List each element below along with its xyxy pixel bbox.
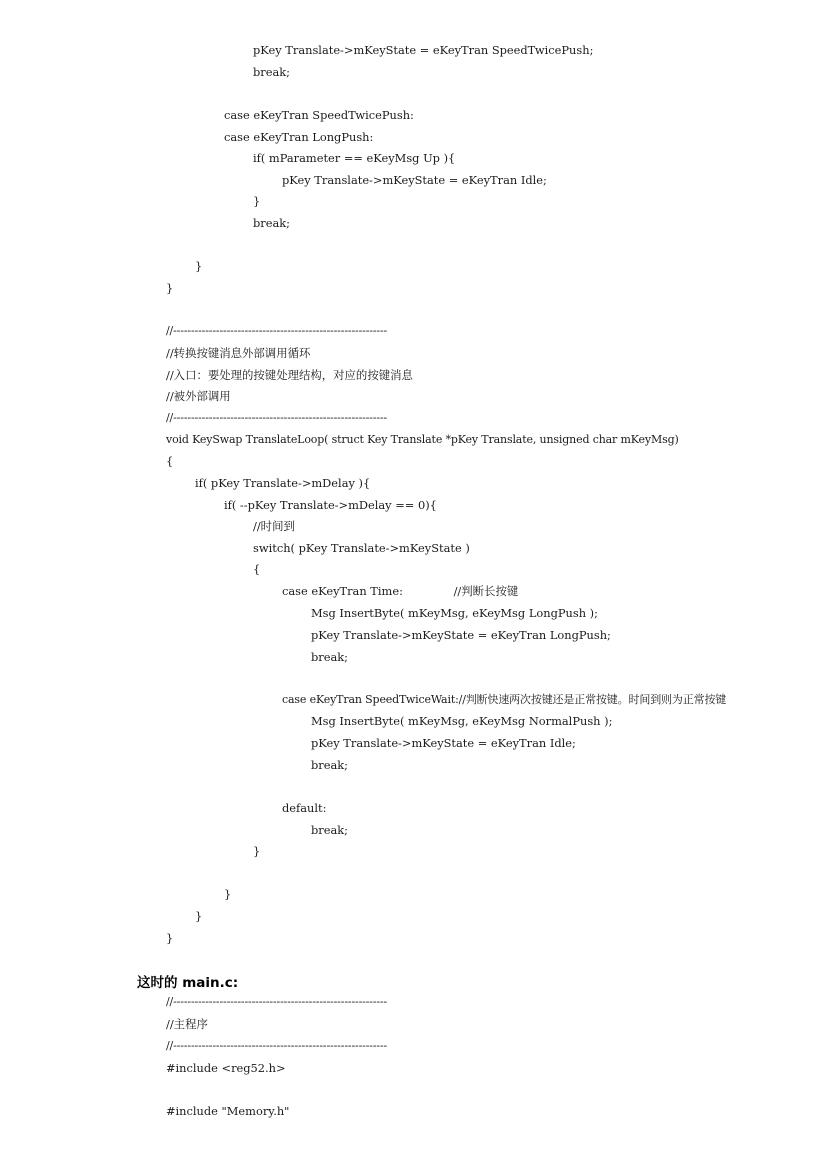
code-line: break; [311, 650, 349, 664]
comment-line: //时间到 [253, 519, 295, 533]
comment-line: //转换按键消息外部调用循环 [166, 346, 311, 360]
comment-line: //入口：要处理的按键处理结构，对应的按键消息 [166, 368, 413, 382]
code-line: } [166, 281, 174, 295]
code-line: { [253, 562, 261, 576]
comment-line: //主程序 [166, 1017, 208, 1031]
separator-comment: //------------------------------------------------------------ [166, 324, 388, 337]
code-line: case eKeyTran SpeedTwiceWait://判断快速两次按键还是正常按键。时间到则为正常按键 [282, 693, 727, 706]
include-line: #include <reg52.h> [166, 1061, 286, 1075]
code-line: } [224, 887, 232, 901]
code-line: default: [282, 801, 327, 815]
code-line: if( mParameter == eKeyMsg Up ){ [253, 151, 456, 165]
separator-comment: //------------------------------------------------------------ [166, 411, 388, 424]
code-line: break; [311, 823, 349, 837]
code-line: pKey Translate->mKeyState = eKeyTran Idle; [311, 736, 576, 750]
code-line: { [166, 454, 174, 468]
code-line: break; [253, 216, 291, 230]
code-line: } [166, 931, 174, 945]
code-line: if( pKey Translate->mDelay ){ [195, 476, 371, 490]
comment-line: //被外部调用 [166, 389, 231, 403]
code-line: pKey Translate->mKeyState = eKeyTran Idle; [282, 173, 547, 187]
code-line: } [253, 844, 261, 858]
separator-comment: //------------------------------------------------------------ [166, 995, 388, 1008]
code-line: if( --pKey Translate->mDelay == 0){ [224, 498, 437, 512]
code-line: break; [311, 758, 349, 772]
code-line: Msg InsertByte( mKeyMsg, eKeyMsg NormalPush ); [311, 714, 613, 728]
code-line: pKey Translate->mKeyState = eKeyTran LongPush; [311, 628, 611, 642]
function-signature: void KeySwap TranslateLoop( struct Key Translate *pKey Translate, unsigned char mKeyMsg) [166, 433, 679, 446]
code-line: case eKeyTran Time: //判断长按键 [282, 584, 519, 598]
code-line: } [253, 194, 261, 208]
include-line: #include "Memory.h" [166, 1104, 290, 1118]
code-line: Msg InsertByte( mKeyMsg, eKeyMsg LongPush ); [311, 606, 598, 620]
code-line: switch( pKey Translate->mKeyState ) [253, 541, 470, 555]
code-line: case eKeyTran SpeedTwicePush: [224, 108, 414, 122]
code-line: break; [253, 65, 291, 79]
section-heading: 这时的 main.c: [137, 975, 239, 991]
code-line: } [195, 909, 203, 923]
separator-comment: //------------------------------------------------------------ [166, 1039, 388, 1052]
code-line: } [195, 259, 203, 273]
code-line: case eKeyTran LongPush: [224, 130, 374, 144]
code-line: pKey Translate->mKeyState = eKeyTran SpeedTwicePush; [253, 43, 594, 57]
